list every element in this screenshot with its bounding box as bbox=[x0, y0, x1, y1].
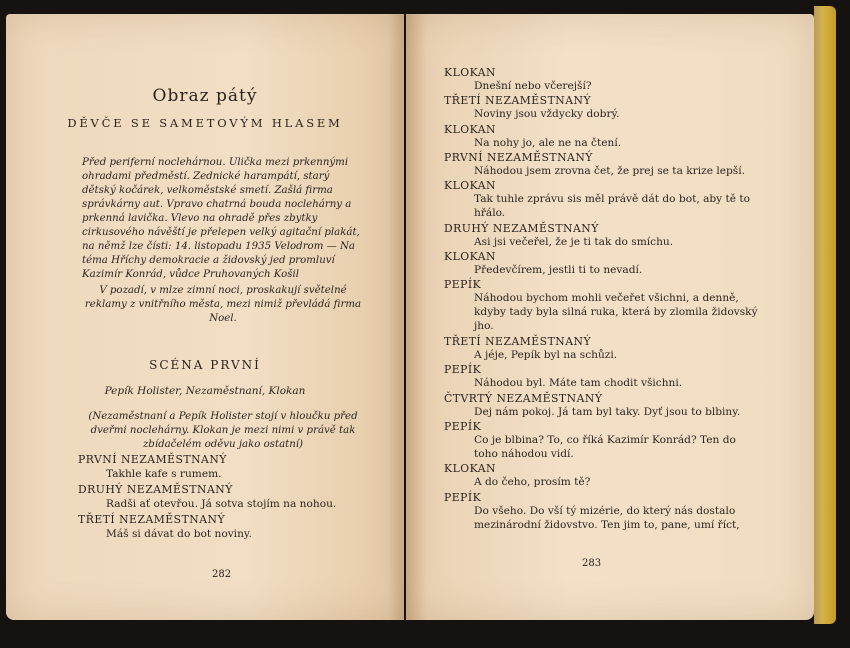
page-number: 282 bbox=[212, 569, 232, 580]
speaker-name: PRVNÍ NEZAMĚSTNANÝ bbox=[78, 453, 227, 466]
speaker-name: KLOKAN bbox=[444, 250, 496, 264]
dialogue-line: Tak tuhle zprávu sis měl právě dát do bot, aby tě to bbox=[474, 193, 751, 206]
dialogue-line: kdyby tady byla silná ruka, která by zlomila židovský bbox=[474, 306, 758, 319]
dialogue-line: A jéje, Pepík byl na schůzi. bbox=[474, 348, 618, 361]
background-description: V pozadí, v mlze zimní noci, proskakují světelné reklamy z vnitřního města, mezi nimiž převládá firma Noel. bbox=[84, 285, 362, 324]
speaker-name: DRUHÝ NEZAMĚSTNANÝ bbox=[78, 483, 233, 496]
dialogue-line: Dej nám pokoj. Já tam byl taky. Dyť jsou to blbiny. bbox=[474, 405, 741, 418]
dialogue-line: Takhle kafe s rumem. bbox=[106, 468, 222, 480]
dialogue-line: Předevčírem, jestli ti to nevadí. bbox=[474, 264, 643, 277]
cast-line: Pepík Holister, Nezaměstnaní, Klokan bbox=[104, 385, 306, 397]
dialogue-line: Náhodou byl. Máte tam chodit všichni. bbox=[474, 377, 683, 390]
speaker-name: PEPÍK bbox=[444, 363, 482, 377]
speaker-name: TŘETÍ NEZAMĚSTNANÝ bbox=[444, 334, 592, 348]
dialogue-line: Náhodou jsem zrovna čet, že prej se ta krize lepší. bbox=[474, 165, 745, 178]
speaker-name: ČTVRTÝ NEZAMĚSTNANÝ bbox=[444, 391, 603, 405]
dialogue-line: Radši ať otevřou. Já sotva stojím na nohou. bbox=[106, 498, 337, 510]
speaker-name: DRUHÝ NEZAMĚSTNANÝ bbox=[444, 221, 599, 235]
act-title: Obraz pátý bbox=[152, 86, 258, 106]
speaker-name: TŘETÍ NEZAMĚSTNANÝ bbox=[444, 94, 592, 108]
speaker-name: KLOKAN bbox=[444, 179, 496, 193]
speaker-name: KLOKAN bbox=[444, 66, 496, 79]
dialogue-line: toho náhodou vidí. bbox=[474, 447, 574, 460]
right-page bbox=[406, 14, 814, 620]
dialogue-line: Co je blbina? To, co říká Kazimír Konrád? Ten do bbox=[474, 433, 736, 446]
left-page bbox=[6, 14, 404, 620]
scene-direction: (Nezaměstnaní a Pepík Holister stojí v hloučku před dveřmi noclehárny. Klokan je mezi nimi v právě tak zbídačelém oděvu jako ostatní) bbox=[88, 411, 358, 450]
speaker-name: KLOKAN bbox=[444, 122, 496, 136]
page-edge bbox=[814, 6, 836, 624]
speaker-name: KLOKAN bbox=[444, 462, 496, 476]
dialogue-line: Noviny jsou vždycky dobrý. bbox=[474, 108, 620, 121]
dialogue-line: Máš si dávat do bot noviny. bbox=[106, 528, 252, 540]
speaker-name: PEPÍK bbox=[444, 419, 482, 433]
setting-description: Před periferní noclehárnou. Ulička mezi prkennými ohradami předměstí. Zednické harampátí, starý dětský kočárek, velkoměstské smetí. Zašlá firma správkárny aut. Vpravo chatrná bouda noclehárny a prkenná lavička. Vlevo na ohradě přes zbytky cirkusového návěští je přelepen velký agitační plakát, na němž lze čísti: 14. listopadu 1935 Velodrom — Na téma Hříchy demokracie a židovský jed promluví Kazimír Konrád, vůdce Pruhovaných Košil bbox=[82, 157, 360, 280]
dialogue-line: Asi jsi večeřel, že je ti tak do smíchu. bbox=[474, 235, 674, 248]
speaker-name: PRVNÍ NEZAMĚSTNANÝ bbox=[444, 151, 593, 165]
dialogue-line: hřálo. bbox=[474, 207, 506, 220]
page-number: 283 bbox=[582, 558, 602, 569]
dialogue-line: mezinárodní židovstvo. Ten jim to, pane, umí říct, bbox=[474, 518, 740, 531]
speaker-name: PEPÍK bbox=[444, 278, 482, 292]
speaker-name: TŘETÍ NEZAMĚSTNANÝ bbox=[78, 513, 226, 526]
dialogue-line: A do čeho, prosím tě? bbox=[474, 476, 591, 489]
dialogue-line: Do všeho. Do vší tý mizérie, do který nás dostalo bbox=[474, 504, 736, 517]
speaker-name: PEPÍK bbox=[444, 490, 482, 504]
dialogue-line: Náhodou bychom mohli večeřet všichni, a denně, bbox=[474, 292, 739, 305]
act-subtitle: DĚVČE SE SAMETOVÝM HLASEM bbox=[67, 116, 343, 130]
dialogue-line: Dnešní nebo včerejší? bbox=[474, 80, 592, 92]
dialogue-line: Na nohy jo, ale ne na čtení. bbox=[474, 136, 622, 149]
dialogue-line: jho. bbox=[474, 320, 494, 333]
scene-title: SCÉNA PRVNÍ bbox=[149, 358, 261, 372]
